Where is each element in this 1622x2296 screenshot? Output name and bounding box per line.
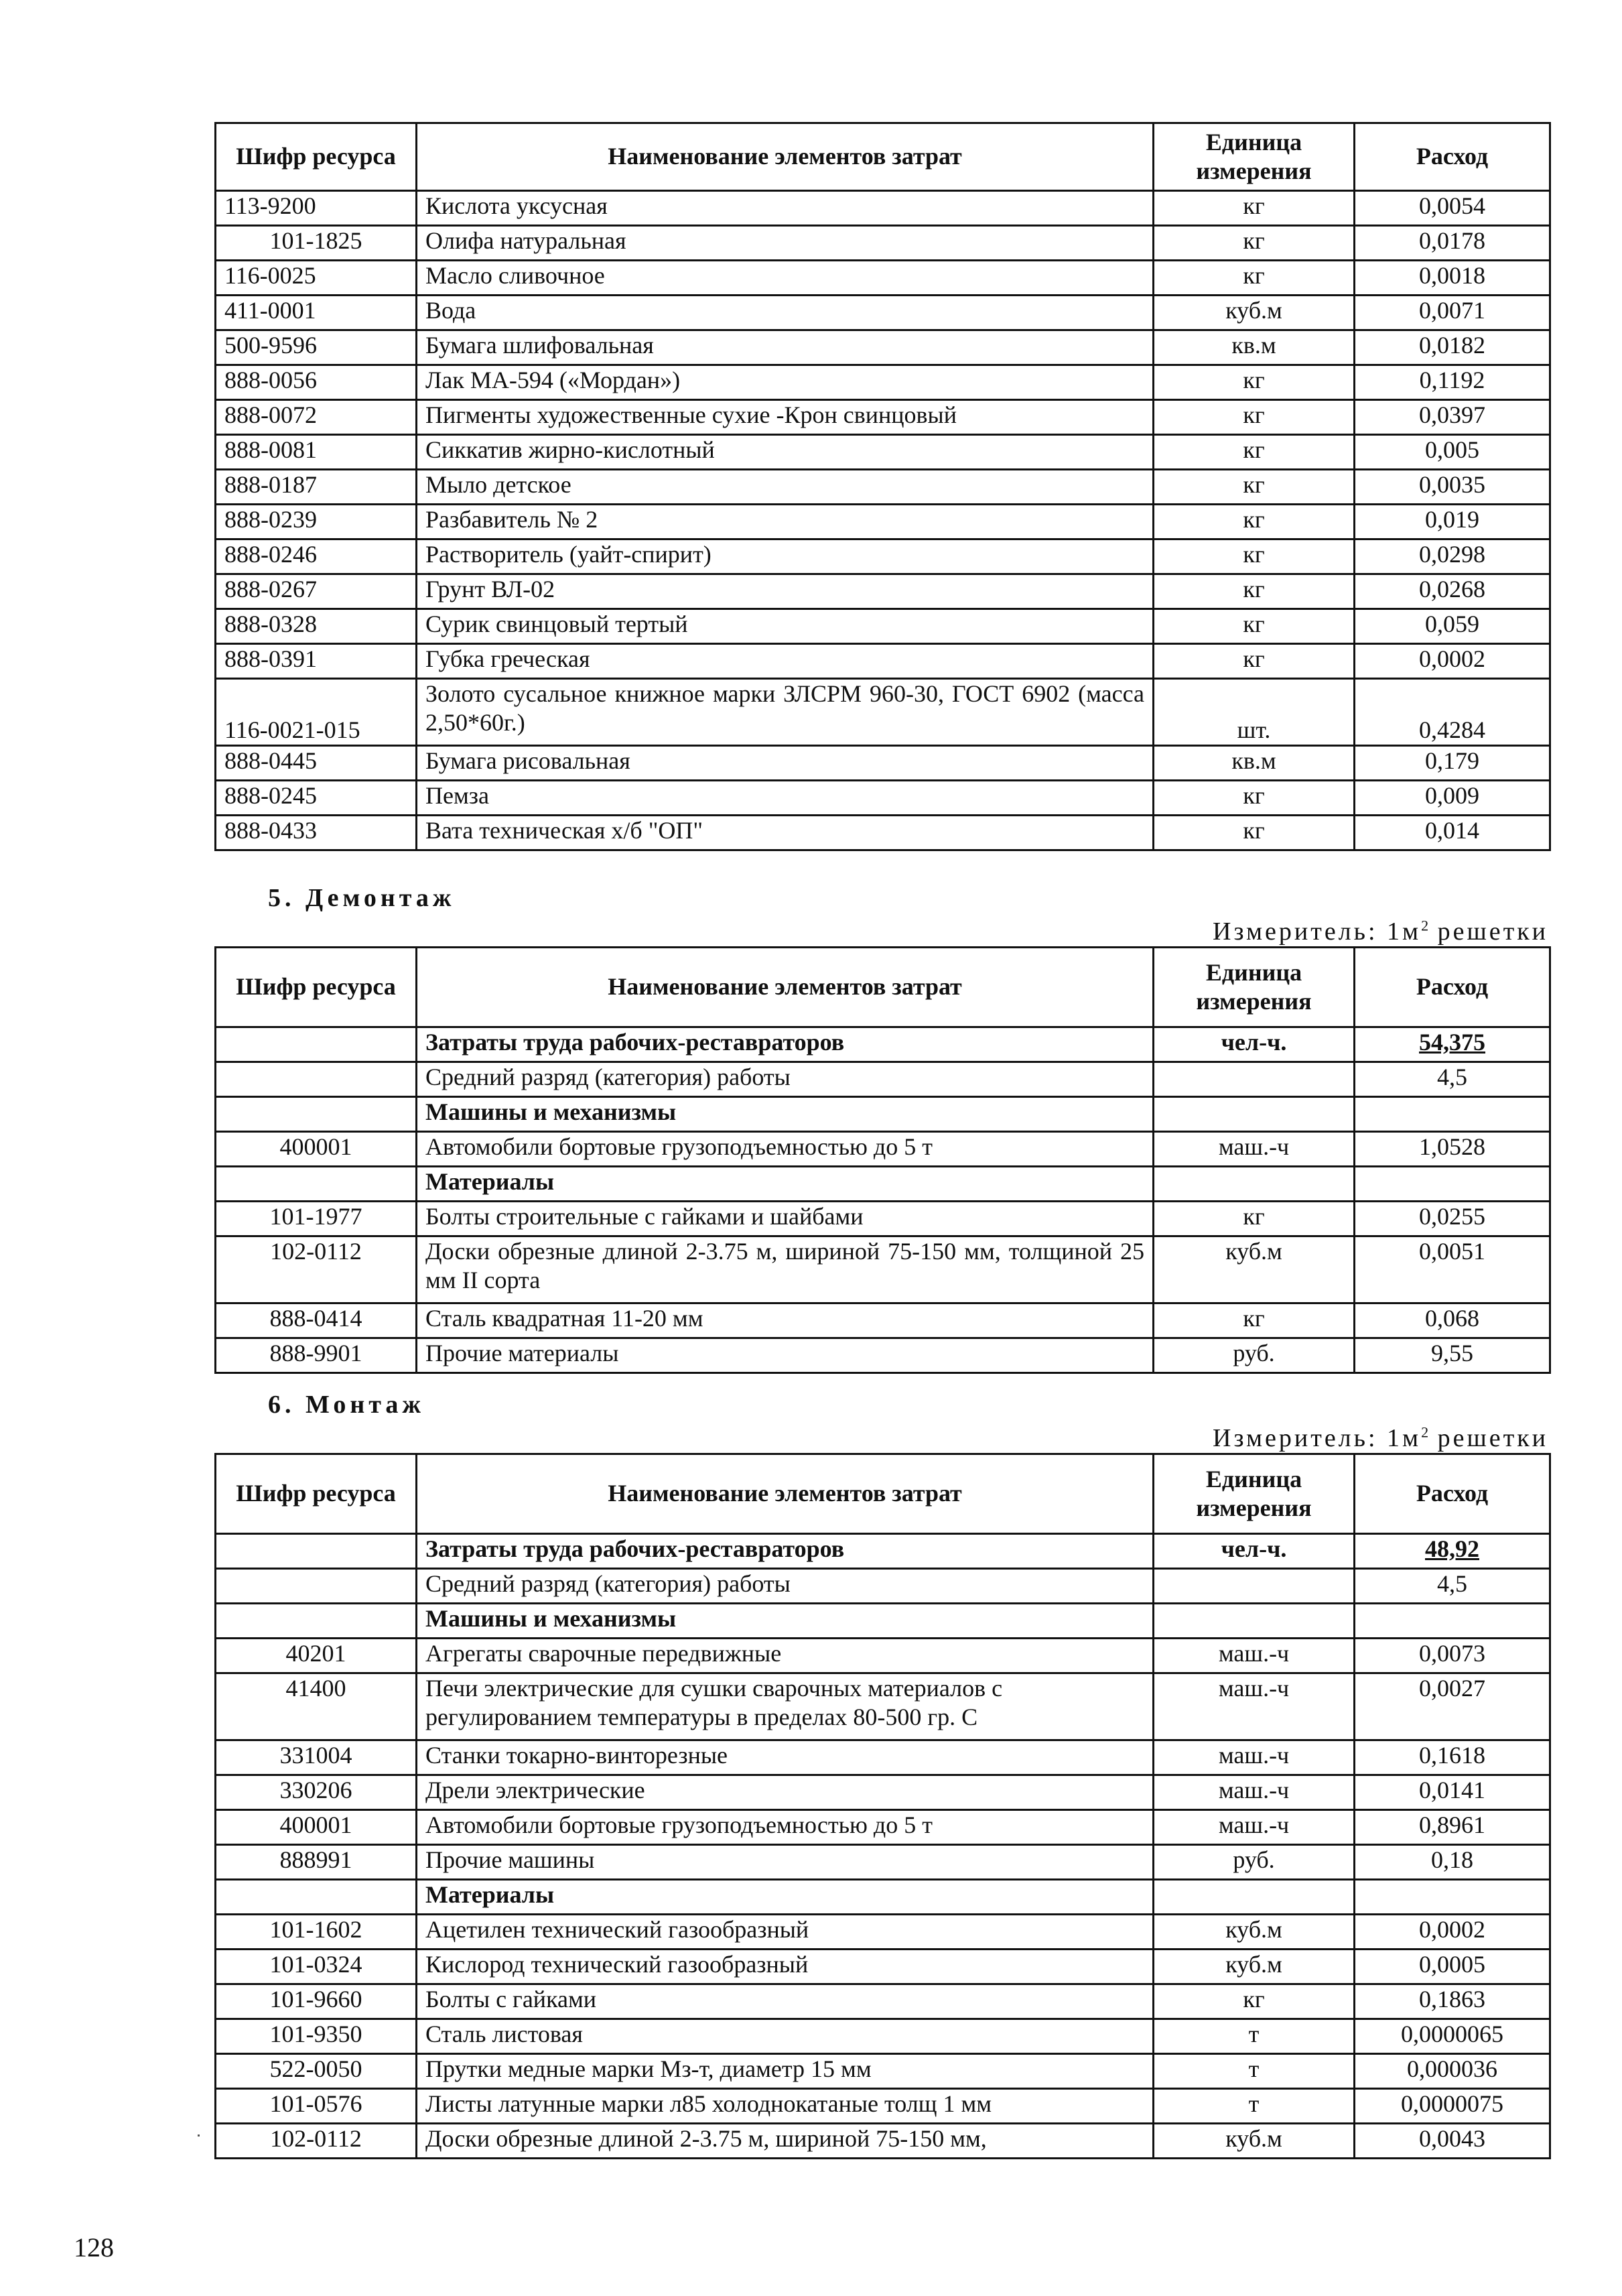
table-row	[216, 1775, 1550, 1810]
table-row	[216, 1236, 1550, 1303]
resource-code: 101-0576	[216, 2089, 417, 2124]
resource-unit: кг	[1154, 644, 1355, 679]
resource-code: 400001	[216, 1810, 417, 1845]
resource-code: 331004	[216, 1740, 417, 1775]
header-code: Шифр ресурса	[216, 948, 417, 1027]
header-name: Наименование элементов затрат	[417, 1454, 1154, 1534]
resource-qty: 0,0002	[1355, 1915, 1550, 1950]
resource-code: 101-1602	[216, 1915, 417, 1950]
resource-name: Затраты труда рабочих-реставраторов	[417, 1027, 1154, 1062]
resource-qty: 0,18	[1355, 1845, 1550, 1880]
page-number: 128	[74, 2232, 114, 2262]
resource-qty: 0,0255	[1355, 1202, 1550, 1236]
table-row	[216, 574, 1550, 609]
resource-code: 888-0433	[216, 816, 417, 850]
resource-qty: 1,0528	[1355, 1132, 1550, 1167]
measurement-unit-label	[1213, 1423, 1548, 1453]
resource-qty: 0,0018	[1355, 261, 1550, 296]
table-row	[216, 330, 1550, 365]
table-row	[216, 539, 1550, 574]
resource-qty: 0,0071	[1355, 296, 1550, 330]
resource-code: 411-0001	[216, 296, 417, 330]
resource-unit: руб.	[1154, 1845, 1355, 1880]
group-heading: Материалы	[417, 1167, 1154, 1202]
table-row	[216, 1740, 1550, 1775]
resource-unit: кг	[1154, 574, 1355, 609]
table-row	[216, 2089, 1550, 2124]
resource-code	[216, 1534, 417, 1569]
resource-code	[216, 1569, 417, 1604]
resource-code: 888-0414	[216, 1303, 417, 1338]
labor-cost-row	[216, 1534, 1550, 1569]
resource-name: Дрели электрические	[417, 1775, 1154, 1810]
resource-unit: кг	[1154, 1202, 1355, 1236]
resource-name: Болты строительные с гайками и шайбами	[417, 1202, 1154, 1236]
header-code: Шифр ресурса	[216, 123, 417, 191]
resource-qty: 4,5	[1355, 1062, 1550, 1097]
resource-qty: 48,92	[1355, 1534, 1550, 1569]
resource-code: 888-0239	[216, 505, 417, 539]
resource-unit: кг	[1154, 781, 1355, 816]
resource-unit: кв.м	[1154, 746, 1355, 781]
resource-code: 888-0445	[216, 746, 417, 781]
resource-code	[216, 1604, 417, 1639]
resource-unit: маш.-ч	[1154, 1132, 1355, 1167]
table-row	[216, 1950, 1550, 1984]
resource-qty: 0,0000075	[1355, 2089, 1550, 2124]
resource-name: Прутки медные марки Мз-т, диаметр 15 мм	[417, 2054, 1154, 2089]
table-row	[216, 505, 1550, 539]
resource-unit: куб.м	[1154, 1915, 1355, 1950]
table-row	[216, 296, 1550, 330]
group-heading: Материалы	[417, 1880, 1154, 1915]
resource-qty: 0,005	[1355, 435, 1550, 470]
table-header-row	[216, 948, 1550, 1027]
resource-unit: куб.м	[1154, 1236, 1355, 1303]
section-title-dismantling: 5. Демонтаж	[268, 884, 456, 912]
resource-code: 101-9350	[216, 2019, 417, 2054]
resource-code: 888-0267	[216, 574, 417, 609]
table-row	[216, 1132, 1550, 1167]
resource-code: 41400	[216, 1673, 417, 1740]
resource-qty	[1355, 1604, 1550, 1639]
resource-name: Кислота уксусная	[417, 191, 1154, 226]
resource-name: Вода	[417, 296, 1154, 330]
resource-unit: маш.-ч	[1154, 1810, 1355, 1845]
table-header-row	[216, 123, 1550, 191]
table-row	[216, 1673, 1550, 1740]
section-title-mounting: 6. Монтаж	[268, 1391, 425, 1419]
resource-name: Доски обрезные длиной 2-3.75 м, шириной 75-150 мм,	[417, 2124, 1154, 2159]
resource-unit	[1154, 1097, 1355, 1132]
table-header-row	[216, 1454, 1550, 1534]
header-unit: Единица измерения	[1154, 123, 1355, 191]
resource-code: 888-0245	[216, 781, 417, 816]
resource-name: Губка греческая	[417, 644, 1154, 679]
resource-code: 888991	[216, 1845, 417, 1880]
table-row	[216, 400, 1550, 435]
resource-code: 888-0187	[216, 470, 417, 505]
materials-table-continued	[214, 122, 1551, 851]
table-row	[216, 746, 1550, 781]
resource-code: 888-0328	[216, 609, 417, 644]
meter-prefix: Измеритель: 1м	[1213, 1424, 1422, 1452]
resource-qty: 0,179	[1355, 746, 1550, 781]
resource-qty: 0,0054	[1355, 191, 1550, 226]
resource-code: 101-0324	[216, 1950, 417, 1984]
resource-name: Листы латунные марки л85 холоднокатаные толщ 1 мм	[417, 2089, 1154, 2124]
resource-unit: т	[1154, 2019, 1355, 2054]
header-qty: Расход	[1355, 1454, 1550, 1534]
resource-code: 888-0056	[216, 365, 417, 400]
resource-unit: кг	[1154, 816, 1355, 850]
resource-unit: кг	[1154, 539, 1355, 574]
resource-name: Станки токарно-винторезные	[417, 1740, 1154, 1775]
resource-qty	[1355, 1167, 1550, 1202]
resource-code	[216, 1062, 417, 1097]
resource-name: Сталь квадратная 11-20 мм	[417, 1303, 1154, 1338]
resource-name: Болты с гайками	[417, 1984, 1154, 2019]
table-row	[216, 470, 1550, 505]
resource-unit: кг	[1154, 1984, 1355, 2019]
table-row	[216, 191, 1550, 226]
resource-qty: 0,0141	[1355, 1775, 1550, 1810]
resource-code: 888-0081	[216, 435, 417, 470]
resource-code: 522-0050	[216, 2054, 417, 2089]
resource-code: 500-9596	[216, 330, 417, 365]
resource-name: Кислород технический газообразный	[417, 1950, 1154, 1984]
resource-qty: 0,0043	[1355, 2124, 1550, 2159]
mounting-table	[214, 1453, 1551, 2159]
resource-name: Олифа натуральная	[417, 226, 1154, 261]
resource-unit: кг	[1154, 400, 1355, 435]
table-row	[216, 1984, 1550, 2019]
resource-code: 116-0025	[216, 261, 417, 296]
table-row	[216, 2054, 1550, 2089]
table-row	[216, 261, 1550, 296]
resource-unit: руб.	[1154, 1338, 1355, 1373]
resource-code: 40201	[216, 1639, 417, 1673]
resource-qty: 9,55	[1355, 1338, 1550, 1373]
resource-name: Лак МА-594 («Мордан»)	[417, 365, 1154, 400]
resource-name: Доски обрезные длиной 2-3.75 м, шириной 75-150 мм, толщиной 25 мм II сорта	[417, 1236, 1154, 1303]
table-row	[216, 435, 1550, 470]
resource-unit: маш.-ч	[1154, 1740, 1355, 1775]
group-heading-row	[216, 1167, 1550, 1202]
group-heading: Машины и механизмы	[417, 1604, 1154, 1639]
resource-unit: маш.-ч	[1154, 1639, 1355, 1673]
resource-name: Грунт ВЛ-02	[417, 574, 1154, 609]
resource-unit: шт.	[1154, 679, 1355, 746]
table-row	[216, 679, 1550, 746]
resource-name: Прочие материалы	[417, 1338, 1154, 1373]
resource-code: 888-9901	[216, 1338, 417, 1373]
resource-unit: кв.м	[1154, 330, 1355, 365]
scan-speck	[198, 2134, 200, 2136]
header-name: Наименование элементов затрат	[417, 948, 1154, 1027]
resource-code	[216, 1167, 417, 1202]
table-row	[216, 816, 1550, 850]
header-qty: Расход	[1355, 948, 1550, 1027]
resource-code: 888-0072	[216, 400, 417, 435]
resource-qty: 0,019	[1355, 505, 1550, 539]
resource-name: Сталь листовая	[417, 2019, 1154, 2054]
group-heading-row	[216, 1097, 1550, 1132]
resource-code: 102-0112	[216, 2124, 417, 2159]
resource-unit: куб.м	[1154, 2124, 1355, 2159]
table-row	[216, 365, 1550, 400]
table-row	[216, 609, 1550, 644]
resource-qty	[1355, 1880, 1550, 1915]
resource-unit	[1154, 1167, 1355, 1202]
table-row	[216, 1569, 1550, 1604]
meter-exponent: 2	[1421, 917, 1429, 934]
resource-qty: 0,4284	[1355, 679, 1550, 746]
resource-qty	[1355, 1097, 1550, 1132]
table-row	[216, 1338, 1550, 1373]
resource-qty: 0,059	[1355, 609, 1550, 644]
resource-code: 101-1825	[216, 226, 417, 261]
resource-unit: кг	[1154, 470, 1355, 505]
resource-code: 101-1977	[216, 1202, 417, 1236]
resource-qty: 0,1618	[1355, 1740, 1550, 1775]
header-unit: Единица измерения	[1154, 1454, 1355, 1534]
resource-unit	[1154, 1604, 1355, 1639]
resource-code: 330206	[216, 1775, 417, 1810]
resource-name: Затраты труда рабочих-реставраторов	[417, 1534, 1154, 1569]
table-row	[216, 644, 1550, 679]
resource-unit	[1154, 1880, 1355, 1915]
table-row	[216, 2019, 1550, 2054]
resource-qty: 0,0182	[1355, 330, 1550, 365]
resource-name: Растворитель (уайт-спирит)	[417, 539, 1154, 574]
resource-unit: чел-ч.	[1154, 1534, 1355, 1569]
meter-suffix: решетки	[1428, 1424, 1548, 1452]
resource-qty: 0,0178	[1355, 226, 1550, 261]
resource-unit: кг	[1154, 609, 1355, 644]
resource-qty: 0,014	[1355, 816, 1550, 850]
table-row	[216, 1303, 1550, 1338]
resource-qty: 0,0005	[1355, 1950, 1550, 1984]
resource-name: Средний разряд (категория) работы	[417, 1569, 1154, 1604]
resource-unit: куб.м	[1154, 296, 1355, 330]
resource-unit: кг	[1154, 1303, 1355, 1338]
labor-cost-row	[216, 1027, 1550, 1062]
resource-name: Пигменты художественные сухие -Крон свинцовый	[417, 400, 1154, 435]
resource-name: Золото сусальное книжное марки ЗЛСРМ 960-30, ГОСТ 6902 (масса 2,50*60г.)	[417, 679, 1154, 746]
resource-qty: 0,1863	[1355, 1984, 1550, 2019]
resource-qty: 0,000036	[1355, 2054, 1550, 2089]
resource-qty: 0,0035	[1355, 470, 1550, 505]
resource-unit	[1154, 1569, 1355, 1604]
resource-unit: маш.-ч	[1154, 1775, 1355, 1810]
resource-qty: 54,375	[1355, 1027, 1550, 1062]
header-unit: Единица измерения	[1154, 948, 1355, 1027]
resource-unit: кг	[1154, 261, 1355, 296]
table-row	[216, 226, 1550, 261]
header-code: Шифр ресурса	[216, 1454, 417, 1534]
header-name: Наименование элементов затрат	[417, 123, 1154, 191]
resource-code: 102-0112	[216, 1236, 417, 1303]
measurement-unit-label	[1213, 917, 1548, 946]
resource-name: Бумага шлифовальная	[417, 330, 1154, 365]
resource-code: 113-9200	[216, 191, 417, 226]
meter-prefix: Измеритель: 1м	[1213, 917, 1422, 946]
resource-qty: 0,0000065	[1355, 2019, 1550, 2054]
resource-qty: 0,068	[1355, 1303, 1550, 1338]
resource-name: Агрегаты сварочные передвижные	[417, 1639, 1154, 1673]
resource-code: 888-0246	[216, 539, 417, 574]
resource-name: Мыло детское	[417, 470, 1154, 505]
group-heading: Машины и механизмы	[417, 1097, 1154, 1132]
resource-code: 116-0021-015	[216, 679, 417, 746]
resource-code: 400001	[216, 1132, 417, 1167]
resource-name: Автомобили бортовые грузоподъемностью до 5 т	[417, 1132, 1154, 1167]
resource-unit: кг	[1154, 226, 1355, 261]
table-row	[216, 1810, 1550, 1845]
resource-name: Прочие машины	[417, 1845, 1154, 1880]
resource-qty: 0,0073	[1355, 1639, 1550, 1673]
group-heading-row	[216, 1880, 1550, 1915]
resource-qty: 0,0051	[1355, 1236, 1550, 1303]
resource-name: Сиккатив жирно-кислотный	[417, 435, 1154, 470]
resource-qty: 0,0002	[1355, 644, 1550, 679]
resource-code	[216, 1880, 417, 1915]
header-qty: Расход	[1355, 123, 1550, 191]
resource-qty: 0,1192	[1355, 365, 1550, 400]
resource-name: Бумага рисовальная	[417, 746, 1154, 781]
resource-unit: т	[1154, 2089, 1355, 2124]
resource-code	[216, 1097, 417, 1132]
resource-qty: 0,0027	[1355, 1673, 1550, 1740]
table-row	[216, 781, 1550, 816]
resource-code: 101-9660	[216, 1984, 417, 2019]
resource-name: Вата техническая х/б "ОП"	[417, 816, 1154, 850]
resource-qty: 4,5	[1355, 1569, 1550, 1604]
resource-name: Разбавитель № 2	[417, 505, 1154, 539]
table-row	[216, 1845, 1550, 1880]
resource-unit: куб.м	[1154, 1950, 1355, 1984]
resource-name: Пемза	[417, 781, 1154, 816]
resource-name: Ацетилен технический газообразный	[417, 1915, 1154, 1950]
resource-unit: кг	[1154, 505, 1355, 539]
resource-code: 888-0391	[216, 644, 417, 679]
meter-suffix: решетки	[1428, 917, 1548, 946]
resource-qty: 0,0268	[1355, 574, 1550, 609]
table-row	[216, 1915, 1550, 1950]
resource-unit: кг	[1154, 435, 1355, 470]
dismantling-table	[214, 946, 1551, 1374]
resource-unit: кг	[1154, 191, 1355, 226]
resource-name: Масло сливочное	[417, 261, 1154, 296]
resource-name: Средний разряд (категория) работы	[417, 1062, 1154, 1097]
table-row	[216, 1202, 1550, 1236]
resource-name: Сурик свинцовый тертый	[417, 609, 1154, 644]
resource-code	[216, 1027, 417, 1062]
resource-unit: чел-ч.	[1154, 1027, 1355, 1062]
table-row	[216, 1062, 1550, 1097]
resource-unit: маш.-ч	[1154, 1673, 1355, 1740]
resource-qty: 0,8961	[1355, 1810, 1550, 1845]
group-heading-row	[216, 1604, 1550, 1639]
resource-unit	[1154, 1062, 1355, 1097]
resource-unit: кг	[1154, 365, 1355, 400]
meter-exponent: 2	[1421, 1423, 1429, 1441]
resource-qty: 0,0298	[1355, 539, 1550, 574]
table-row	[216, 2124, 1550, 2159]
table-row	[216, 1639, 1550, 1673]
resource-name: Автомобили бортовые грузоподъемностью до 5 т	[417, 1810, 1154, 1845]
resource-unit: т	[1154, 2054, 1355, 2089]
resource-qty: 0,0397	[1355, 400, 1550, 435]
resource-name: Печи электрические для сушки сварочных материалов с регулированием температуры в пределах 80-500 гр. С	[417, 1673, 1154, 1740]
resource-qty: 0,009	[1355, 781, 1550, 816]
